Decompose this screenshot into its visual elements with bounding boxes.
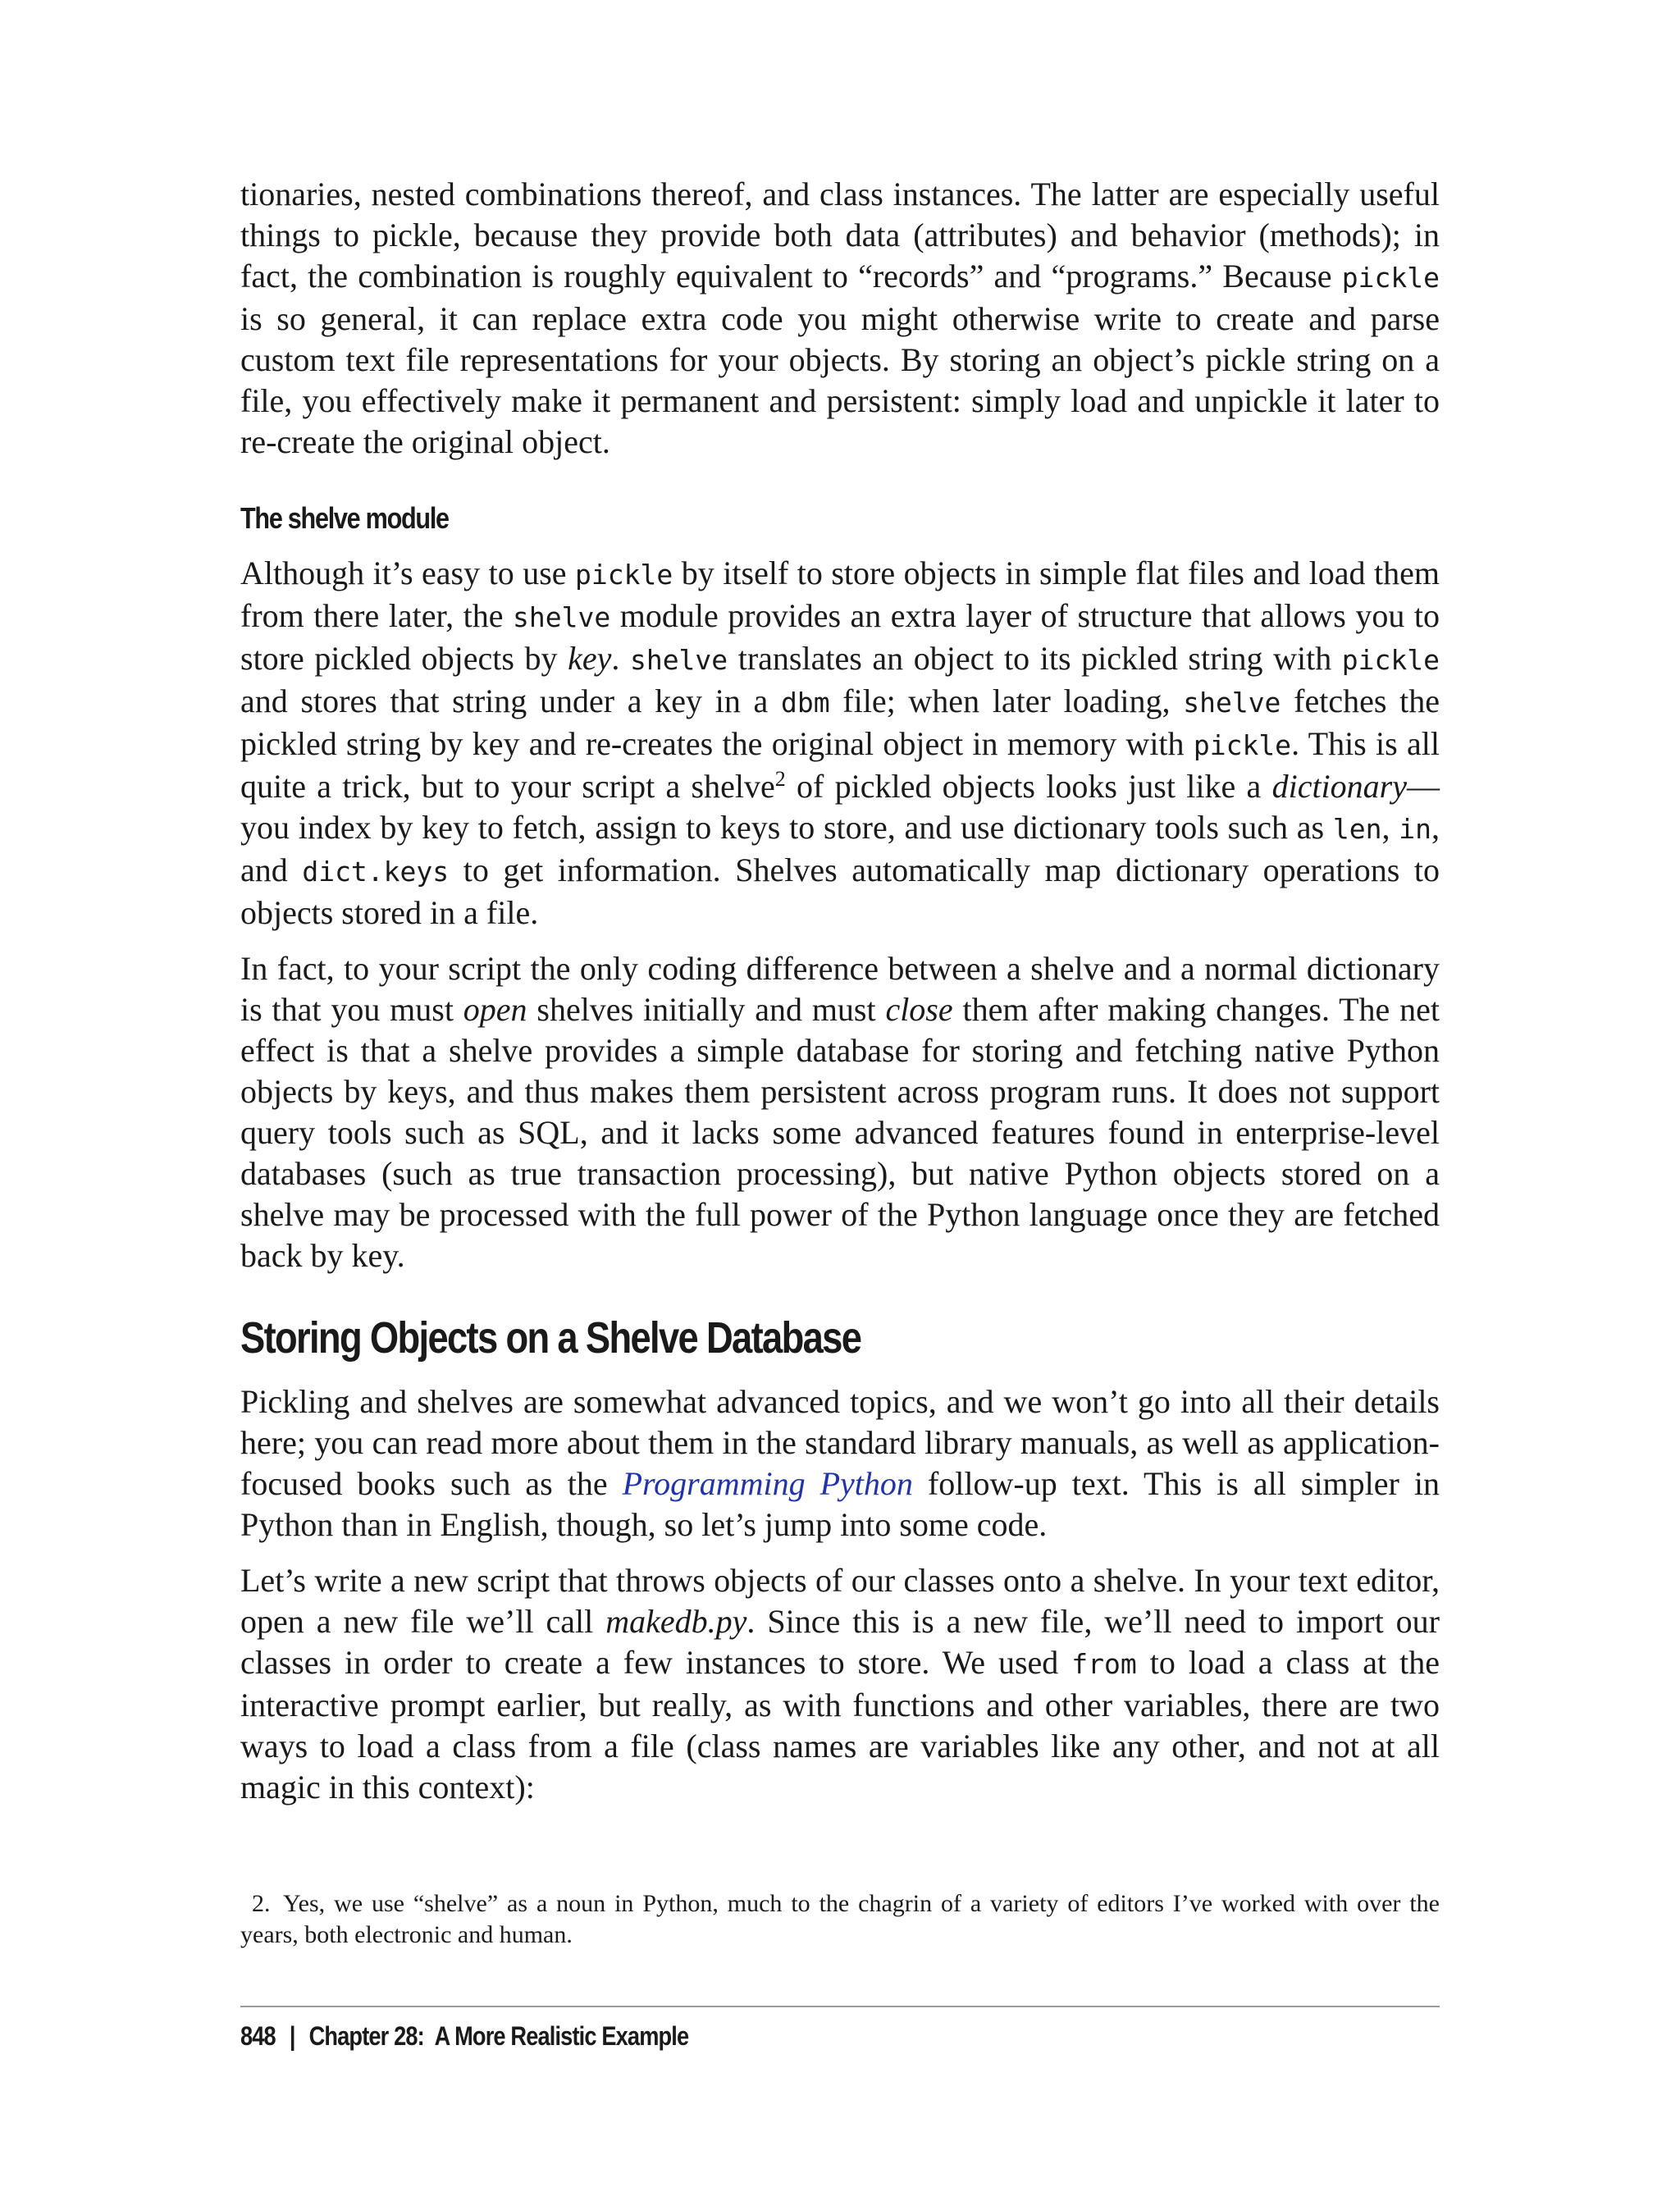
paragraph-shelve-module: Although it’s easy to use pickle by itself to store objects in simple flat files and load them from there later, the shelve module provides an extra layer of structure that allows you to store pickled objects by key. shelve translates an object to its pickled string with pickle and stores that string under a key in a dbm file; when later loading, shelve fetches the pickled string by key and re-creates the original object in memory with pickle. This is all quite a trick, but to your script a shelve$^2$ of pickled objects looks just like a dictionary—you index by key to fetch, assign to keys to store, and use dictionary tools such as len, in, and dict.keys to get information. Shelves automatically map dictionary operations to objects stored in a file. [240,555,1440,931]
footnote-2 [240,1888,1440,1951]
paragraph-pickling-topics: Pickling and shelves are somewhat advanced topics, and we won’t go into all their details here; you can read more about them in the standard library manuals, as well as application-focused books such as the Programming Python follow-up text. This is all simpler in Python than in English, though, so let’s jump into some code. [240,1383,1440,1543]
page-footer [240,2020,688,2052]
code-shelve: shelve [513,601,611,633]
main-content [240,174,1440,1823]
code-pickle: pickle [575,559,673,591]
emphasis-close: close [885,991,953,1028]
emphasis-open: open [463,991,527,1028]
footnote-number: 2. [252,1890,271,1917]
code-len: len [1332,813,1382,845]
code-dict-keys: dict.keys [302,856,450,888]
subheading-shelve-module: The shelve module [240,501,449,535]
paragraph-shelve-differences: In fact, to your script the only coding difference between a shelve and a normal dictionary is that you must open shelves initially and must close them after making changes. The net effect is that a shelve provides a simple database for storing and fetching native Python objects by keys, and thus makes them persistent across program runs. It does not support query tools such as SQL, and it lacks some advanced features found in enterprise-level databases (such as true transaction processing), but native Python objects stored on a shelve may be processed with the full power of the Python language once they are fetched back by key. [240,950,1440,1274]
page-number: 848 [240,2021,276,2051]
code-pickle: pickle [1193,729,1292,761]
code-dbm: dbm [780,687,830,719]
footer-divider [240,2006,1440,2007]
code-from: from [1071,1648,1137,1680]
code-in: in [1399,813,1432,845]
paragraph-pickle-intro: tionaries, nested combinations thereof, and class instances. The latter are especially useful things to pickle, because they provide both data (attributes) and behavior (methods); in fact, the combination is roughly equivalent to “records” and “programs.” Because pickle is so general, it can replace extra code you might otherwise write to create and parse custom text file representations for your objects. By storing an object’s pickle string on a file, you effectively make it permanent and persistent: simply load and unpickle it later to re-create the original object. [240,176,1440,460]
footnote-text: Yes, we use “shelve” as a noun in Python, much to the chagrin of a variety of editors I’ve worked with over the years, both electronic and human. [240,1890,1440,1948]
code-pickle: pickle [1341,262,1440,294]
code-shelve: shelve [1183,687,1281,719]
footnote-ref-2[interactable]: 2 [774,767,786,791]
footer-separator: | [289,2021,295,2051]
section-heading: Storing Objects on a Shelve Database [240,1313,861,1363]
paragraph-makedb-script: Let’s write a new script that throws objects of our classes onto a shelve. In your text editor, open a new file we’ll call makedb.py. Since this is a new file, we’ll need to import our classes in order to create a few instances to store. We used from to load a class at the interactive prompt earlier, but really, as with functions and other variables, there are two ways to load a class from a file (class names are variables like any other, and not at all magic in this context): [240,1562,1440,1806]
link-programming-python[interactable]: Programming Python [622,1465,913,1502]
code-shelve: shelve [629,644,728,676]
chapter-title: Chapter 28: A More Realistic Example [308,2021,689,2051]
emphasis-filename: makedb.py [605,1603,747,1640]
emphasis-dictionary: dictionary [1271,768,1407,805]
code-pickle: pickle [1341,644,1440,676]
emphasis-key: key [568,640,612,677]
